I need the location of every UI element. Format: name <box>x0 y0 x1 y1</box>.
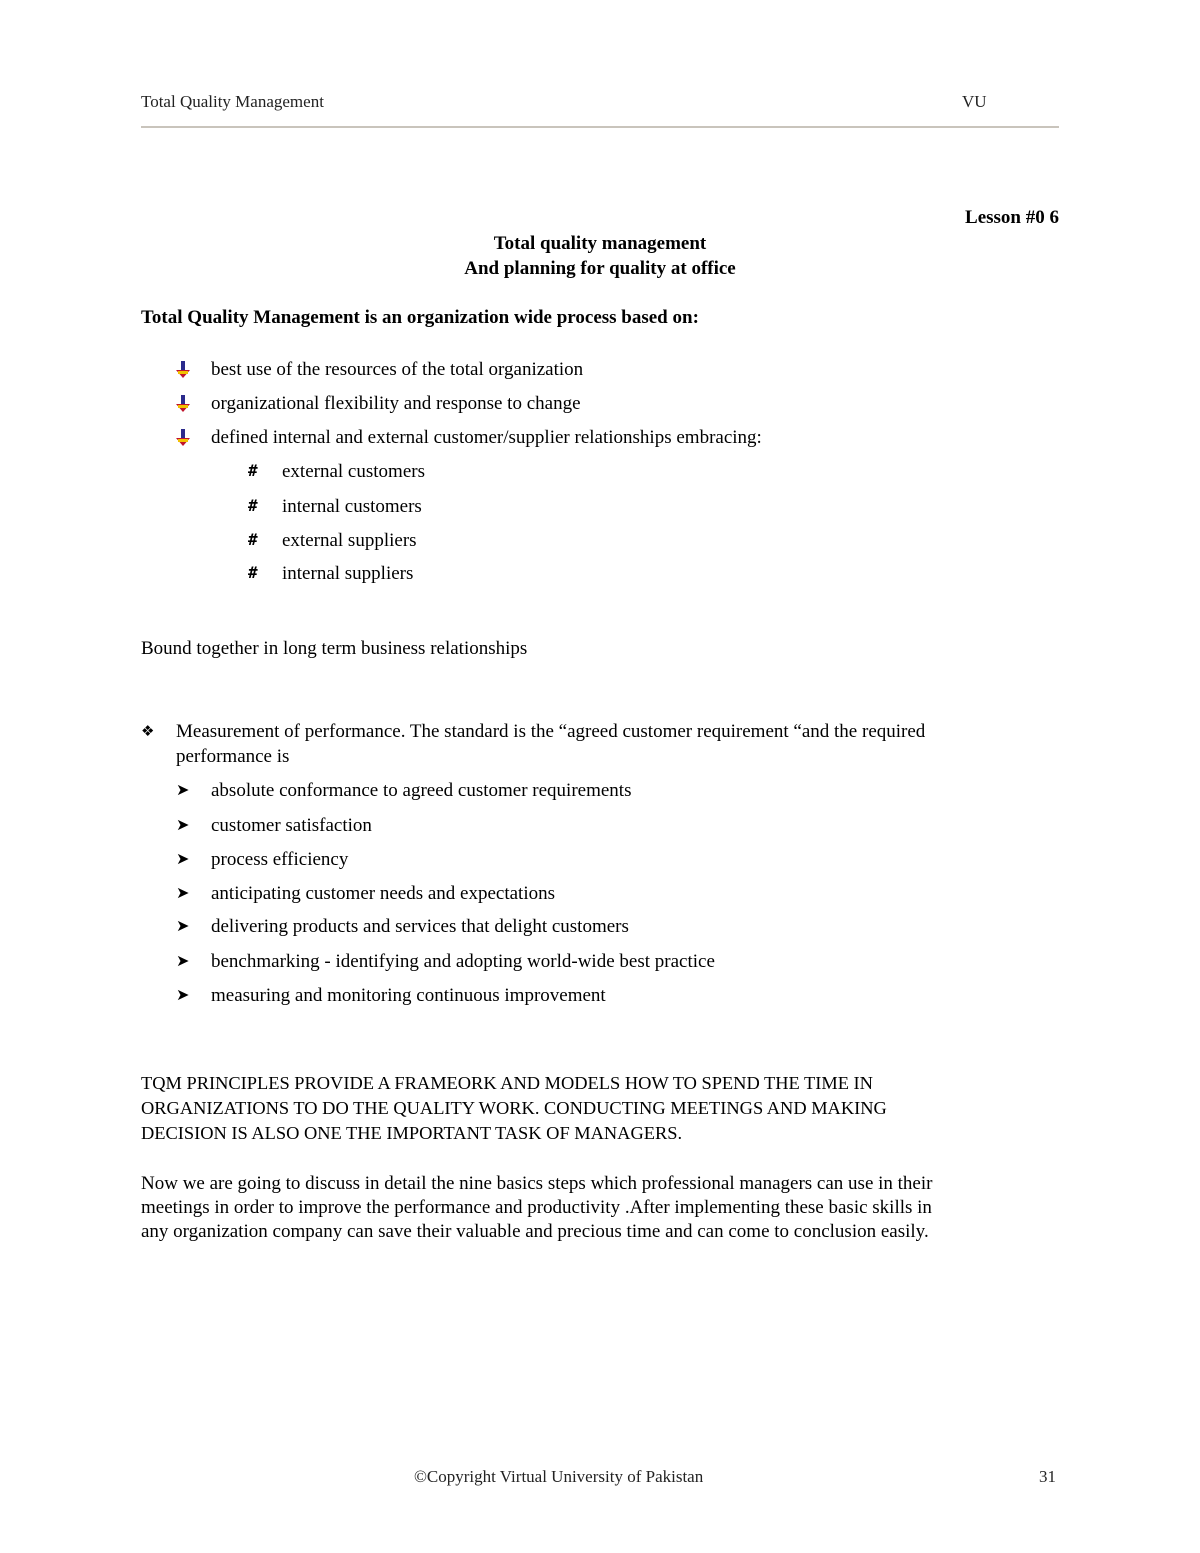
page-title: Total quality management <box>493 233 707 254</box>
chevron-right-icon: ➤ <box>176 883 190 902</box>
measure-item: customer satisfaction <box>211 815 372 836</box>
measure-item: benchmarking - identifying and adopting world-wide best practice <box>211 951 715 972</box>
header-divider <box>141 126 1059 128</box>
measure-item: measuring and monitoring continuous improvement <box>211 985 606 1006</box>
body-line: meetings in order to improve the performance and productivity .After implementing these basic skills in <box>141 1197 932 1218</box>
chevron-right-icon: ➤ <box>176 916 190 935</box>
hash-icon: # <box>248 496 258 515</box>
measure-item: anticipating customer needs and expectations <box>211 883 555 904</box>
list-item: organizational flexibility and response to change <box>211 393 581 414</box>
chevron-right-icon: ➤ <box>176 985 190 1004</box>
caps-line: DECISION IS ALSO ONE THE IMPORTANT TASK OF MANAGERS. <box>141 1123 683 1143</box>
arrow-down-icon <box>176 429 190 447</box>
sub-list-item: internal customers <box>282 496 422 517</box>
header-title: Total Quality Management <box>141 92 324 111</box>
measure-item: delivering products and services that delight customers <box>211 916 629 937</box>
hash-icon: # <box>248 563 258 582</box>
chevron-right-icon: ➤ <box>176 951 190 970</box>
chevron-right-icon: ➤ <box>176 815 190 834</box>
chevron-right-icon: ➤ <box>176 849 190 868</box>
measurement-line1: Measurement of performance. The standard is the “agreed customer requirement “and the required <box>176 721 926 742</box>
measurement-line2: performance is <box>176 746 290 767</box>
bound-text: Bound together in long term business relationships <box>141 638 528 659</box>
intro-heading: Total Quality Management is an organization wide process based on: <box>141 307 699 328</box>
diamond-icon: ❖ <box>141 722 155 740</box>
list-item: defined internal and external customer/supplier relationships embracing: <box>211 427 762 448</box>
header-vu: VU <box>962 92 987 111</box>
caps-line: ORGANIZATIONS TO DO THE QUALITY WORK. CONDUCTING MEETINGS AND MAKING <box>141 1098 887 1118</box>
sub-list-item: external customers <box>282 461 425 482</box>
page-subtitle: And planning for quality at office <box>464 258 736 279</box>
measure-item: absolute conformance to agreed customer requirements <box>211 780 632 801</box>
body-line: Now we are going to discuss in detail the nine basics steps which professional managers can use in their <box>141 1173 933 1194</box>
sub-list-item: internal suppliers <box>282 563 414 584</box>
hash-icon: # <box>248 461 258 480</box>
lesson-number: Lesson #0 6 <box>965 207 1059 228</box>
footer-copyright: ©Copyright Virtual University of Pakistan <box>414 1467 704 1486</box>
caps-line: TQM PRINCIPLES PROVIDE A FRAMEORK AND MODELS HOW TO SPEND THE TIME IN <box>141 1073 873 1093</box>
body-line: any organization company can save their valuable and precious time and can come to conclusion easily. <box>141 1221 929 1242</box>
measure-item: process efficiency <box>211 849 349 870</box>
arrow-down-icon <box>176 395 190 413</box>
arrow-down-icon <box>176 361 190 379</box>
chevron-right-icon: ➤ <box>176 780 190 799</box>
sub-list-item: external suppliers <box>282 530 417 551</box>
list-item: best use of the resources of the total organization <box>211 359 584 380</box>
page-number: 31 <box>1039 1467 1056 1486</box>
hash-icon: # <box>248 530 258 549</box>
